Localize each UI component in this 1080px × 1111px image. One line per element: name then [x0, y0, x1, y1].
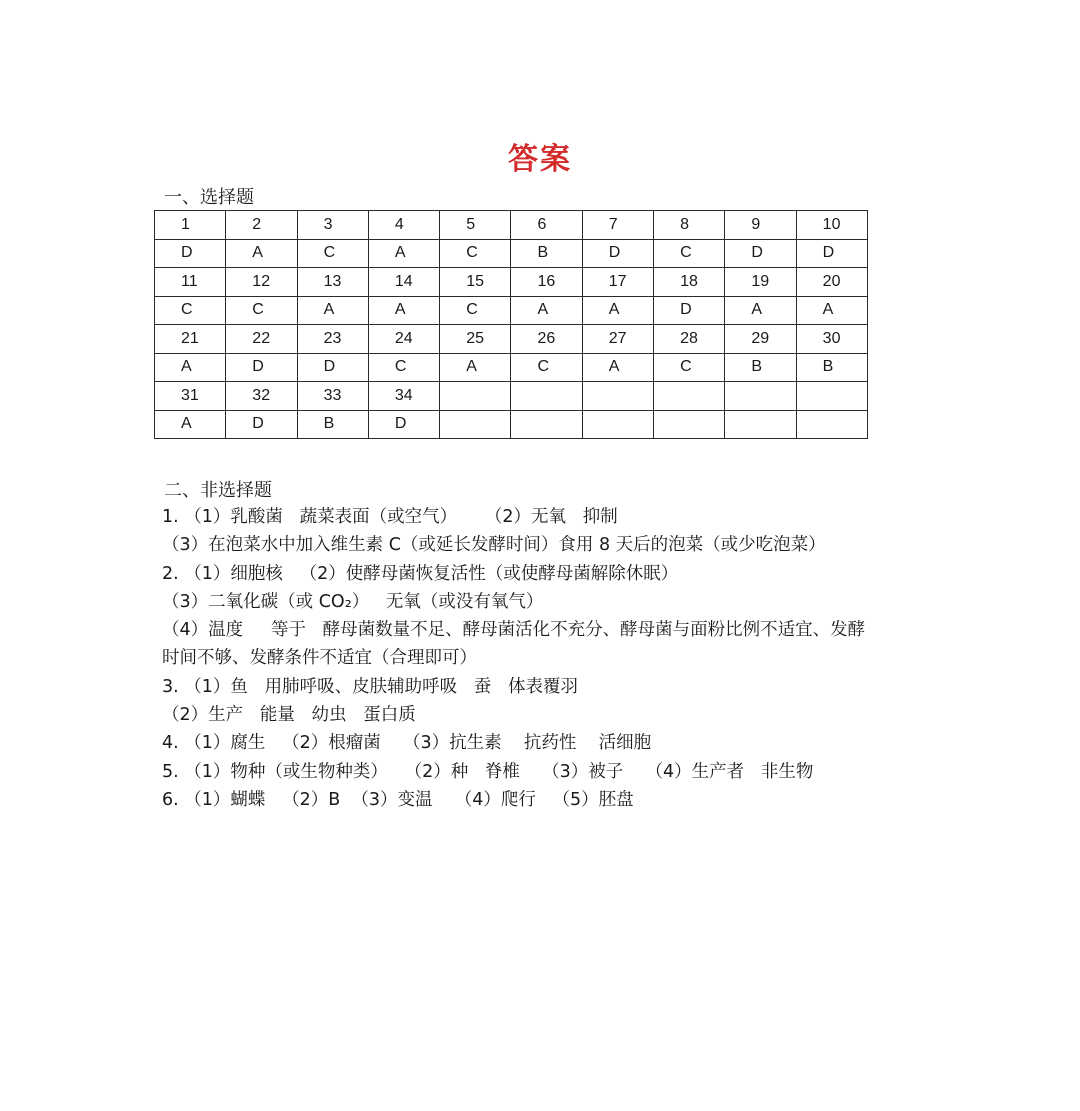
table-cell: 2 — [226, 211, 297, 240]
answer-line: 时间不够、发酵条件不适宜（合理即可） — [162, 648, 477, 669]
table-cell: C — [440, 239, 511, 268]
table-cell: C — [654, 353, 725, 382]
question-number-row — [155, 211, 868, 240]
answer-letter-row — [155, 239, 868, 268]
answer-line: 2. （1）细胞核 （2）使酵母菌恢复活性（或使酵母菌解除休眠） — [162, 563, 679, 584]
table-cell: B — [796, 353, 867, 382]
table-cell: D — [226, 410, 297, 439]
answer-letter-row — [155, 353, 868, 382]
table-cell: 23 — [297, 325, 368, 354]
answer-line: 5. （1）物种（或生物种类） （2）种 脊椎 （3）被子 （4）生产者 非生物 — [162, 761, 814, 782]
table-cell: D — [368, 410, 439, 439]
table-cell: A — [440, 353, 511, 382]
table-cell: 18 — [654, 268, 725, 297]
answer-letter-row — [155, 296, 868, 325]
table-cell: 3 — [297, 211, 368, 240]
question-number-row — [155, 325, 868, 354]
table-cell: D — [796, 239, 867, 268]
table-cell: 17 — [582, 268, 653, 297]
table-cell: A — [796, 296, 867, 325]
table-cell: 31 — [155, 382, 226, 411]
answer-line: （3）二氧化碳（或 CO₂） 无氧（或没有氧气） — [162, 591, 544, 612]
table-cell: 19 — [725, 268, 796, 297]
table-cell: A — [582, 296, 653, 325]
table-cell: 26 — [511, 325, 582, 354]
table-cell: A — [155, 410, 226, 439]
table-cell: C — [155, 296, 226, 325]
table-cell: D — [155, 239, 226, 268]
non-choice-answers — [162, 503, 932, 814]
answer-line: 6. （1）蝴蝶 （2）B （3）变温 （4）爬行 （5）胚盘 — [162, 789, 634, 810]
table-cell: A — [368, 296, 439, 325]
question-number-row — [155, 382, 868, 411]
table-cell: 34 — [368, 382, 439, 411]
table-cell: 27 — [582, 325, 653, 354]
table-cell — [440, 382, 511, 411]
table-cell: C — [440, 296, 511, 325]
table-cell — [511, 382, 582, 411]
answer-line: （4）温度 等于 酵母菌数量不足、酵母菌活化不充分、酵母菌与面粉比例不适宜、发酵 — [162, 620, 866, 641]
table-cell — [725, 382, 796, 411]
table-cell: 5 — [440, 211, 511, 240]
table-cell: 29 — [725, 325, 796, 354]
table-cell — [725, 410, 796, 439]
table-cell: 24 — [368, 325, 439, 354]
table-cell: 21 — [155, 325, 226, 354]
table-cell: 4 — [368, 211, 439, 240]
table-cell: A — [226, 239, 297, 268]
table-cell: C — [368, 353, 439, 382]
answer-line: （2）生产 能量 幼虫 蛋白质 — [162, 705, 416, 726]
table-cell — [582, 410, 653, 439]
table-cell: 6 — [511, 211, 582, 240]
table-cell: A — [368, 239, 439, 268]
table-cell: D — [654, 296, 725, 325]
table-cell — [654, 382, 725, 411]
table-cell: D — [582, 239, 653, 268]
section-heading-multiple-choice: 一、选择题 — [164, 187, 254, 208]
table-cell: B — [297, 410, 368, 439]
table-cell: 14 — [368, 268, 439, 297]
table-cell: D — [226, 353, 297, 382]
table-cell: 28 — [654, 325, 725, 354]
table-cell — [511, 410, 582, 439]
table-cell: 10 — [796, 211, 867, 240]
table-cell — [440, 410, 511, 439]
table-cell: 11 — [155, 268, 226, 297]
table-cell: A — [511, 296, 582, 325]
table-cell: 33 — [297, 382, 368, 411]
table-cell: A — [725, 296, 796, 325]
table-cell: 9 — [725, 211, 796, 240]
answer-line: （3）在泡菜水中加入维生素 C（或延长发酵时间）食用 8 天后的泡菜（或少吃泡菜） — [162, 535, 826, 556]
table-cell: C — [297, 239, 368, 268]
table-cell: 25 — [440, 325, 511, 354]
table-cell: C — [226, 296, 297, 325]
table-cell: 30 — [796, 325, 867, 354]
table-cell: 16 — [511, 268, 582, 297]
table-cell: 12 — [226, 268, 297, 297]
table-cell: A — [582, 353, 653, 382]
table-cell — [796, 382, 867, 411]
table-cell: D — [725, 239, 796, 268]
table-cell: A — [297, 296, 368, 325]
table-cell: C — [511, 353, 582, 382]
table-cell: 7 — [582, 211, 653, 240]
table-cell: 32 — [226, 382, 297, 411]
answer-line: 3. （1）鱼 用肺呼吸、皮肤辅助呼吸 蚕 体表覆羽 — [162, 676, 578, 697]
section-heading-non-choice: 二、非选择题 — [164, 480, 272, 501]
answer-letter-row — [155, 410, 868, 439]
answer-table — [154, 210, 868, 439]
table-cell: C — [654, 239, 725, 268]
question-number-row — [155, 268, 868, 297]
table-cell: 1 — [155, 211, 226, 240]
answer-line: 1. （1）乳酸菌 蔬菜表面（或空气） （2）无氧 抑制 — [162, 507, 618, 527]
table-cell: D — [297, 353, 368, 382]
table-cell: 22 — [226, 325, 297, 354]
table-cell: 8 — [654, 211, 725, 240]
table-cell: 20 — [796, 268, 867, 297]
table-cell — [654, 410, 725, 439]
table-cell: 15 — [440, 268, 511, 297]
table-cell — [796, 410, 867, 439]
page-title: 答案 — [508, 142, 572, 177]
table-cell — [582, 382, 653, 411]
answer-line: 4. （1）腐生 （2）根瘤菌 （3）抗生素 抗药性 活细胞 — [162, 733, 652, 754]
table-cell: A — [155, 353, 226, 382]
table-cell: B — [511, 239, 582, 268]
table-cell: 13 — [297, 268, 368, 297]
table-cell: B — [725, 353, 796, 382]
